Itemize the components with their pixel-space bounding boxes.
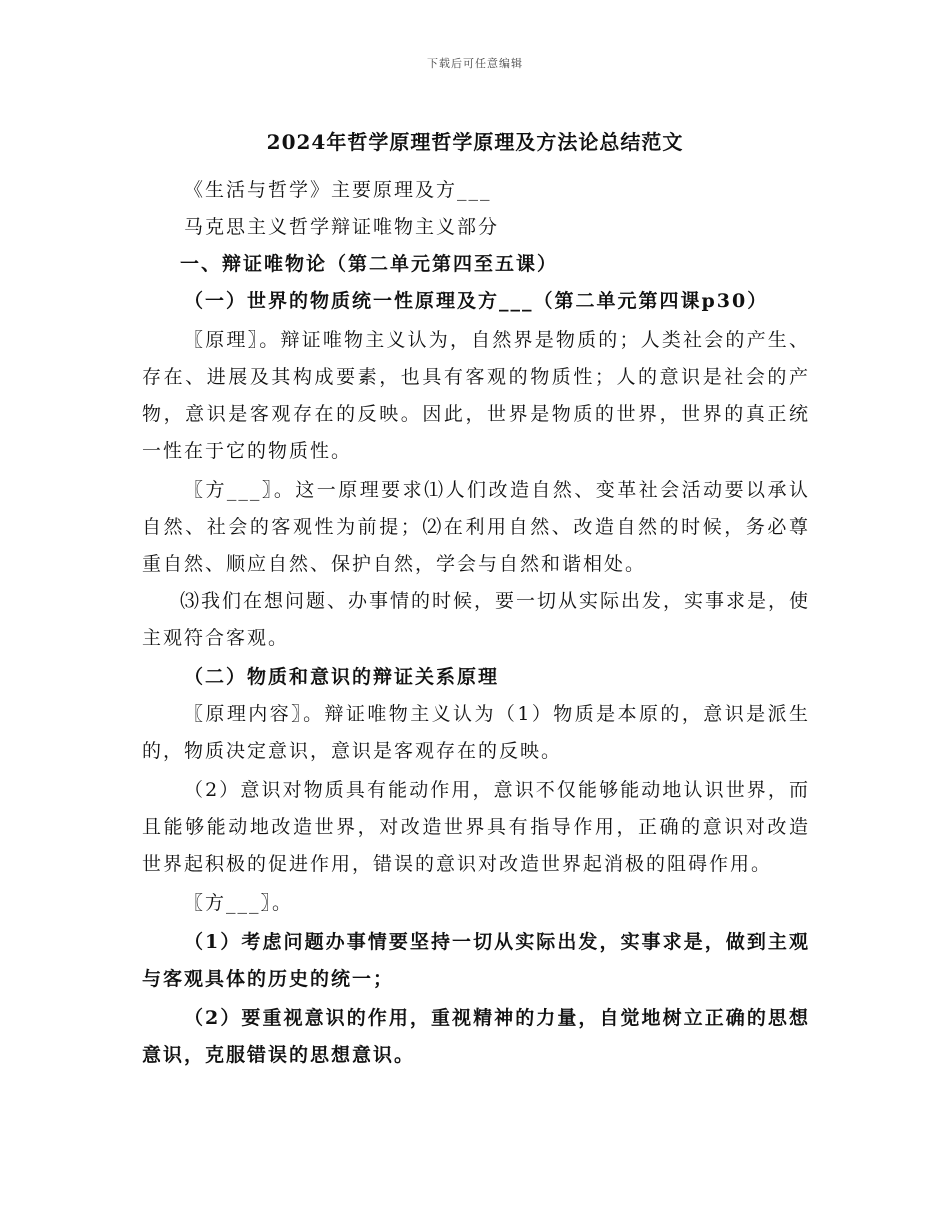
heading-level-1: 一、辩证唯物论（第二单元第四至五课） [180, 253, 559, 275]
paragraph-bold-point-1: （1）考虑问题办事情要坚持一切从实际出发，实事求是，做到主观与客观具体的历史的统一； [142, 931, 810, 990]
paragraph-method-label: 〖方___〗。 [184, 892, 294, 914]
paragraph-section-label: 马克思主义哲学辩证唯物主义部分 [184, 216, 500, 238]
document-title: 2024年哲学原理哲学原理及方法论总结范文 [266, 130, 684, 154]
paragraph-method: 〖方___〗。这一原理要求⑴人们改造自然、变革社会活动要以承认自然、社会的客观性为前提；⑵在利用自然、改造自然的时候，务必尊重自然、顺应自然、保护自然，学会与自然和谐相处。 [142, 479, 810, 575]
paragraph-bold-point-2: （2）要重视意识的作用，重视精神的力量，自觉地树立正确的思想意识，克服错误的思想意识。 [142, 1007, 810, 1066]
paragraph-method-point-3: ⑶我们在想问题、办事情的时候，要一切从实际出发，实事求是，使主观符合客观。 [142, 590, 811, 649]
paragraph-principle: 〖原理〗。辩证唯物主义认为，自然界是物质的；人类社会的产生、存在、进展及其构成要素，也具有客观的物质性；人的意识是社会的产物，意识是客观存在的反映。因此，世界是物质的世界，世界的真正统一性在于它的物质性。 [142, 329, 810, 462]
page-header: 下载后可任意编辑 [427, 57, 523, 70]
paragraph-subtitle: 《生活与哲学》主要原理及方___ [184, 179, 492, 201]
document-body [142, 172, 810, 1074]
paragraph-consciousness: （2）意识对物质具有能动作用，意识不仅能够能动地认识世界，而且能够能动地改造世界，对改造世界具有指导作用，正确的意识对改造世界起积极的促进作用，错误的意识对改造世界起消极的阻碍作用。 [142, 779, 810, 875]
heading-level-2: （二）物质和意识的辩证关系原理 [184, 666, 500, 688]
paragraph-principle-content: 〖原理内容〗。辩证唯物主义认为（1）物质是本原的，意识是派生的，物质决定意识，意识是客观存在的反映。 [142, 703, 810, 762]
heading-level-2: （一）世界的物质统一性原理及方___（第二单元第四课p30） [184, 290, 769, 312]
